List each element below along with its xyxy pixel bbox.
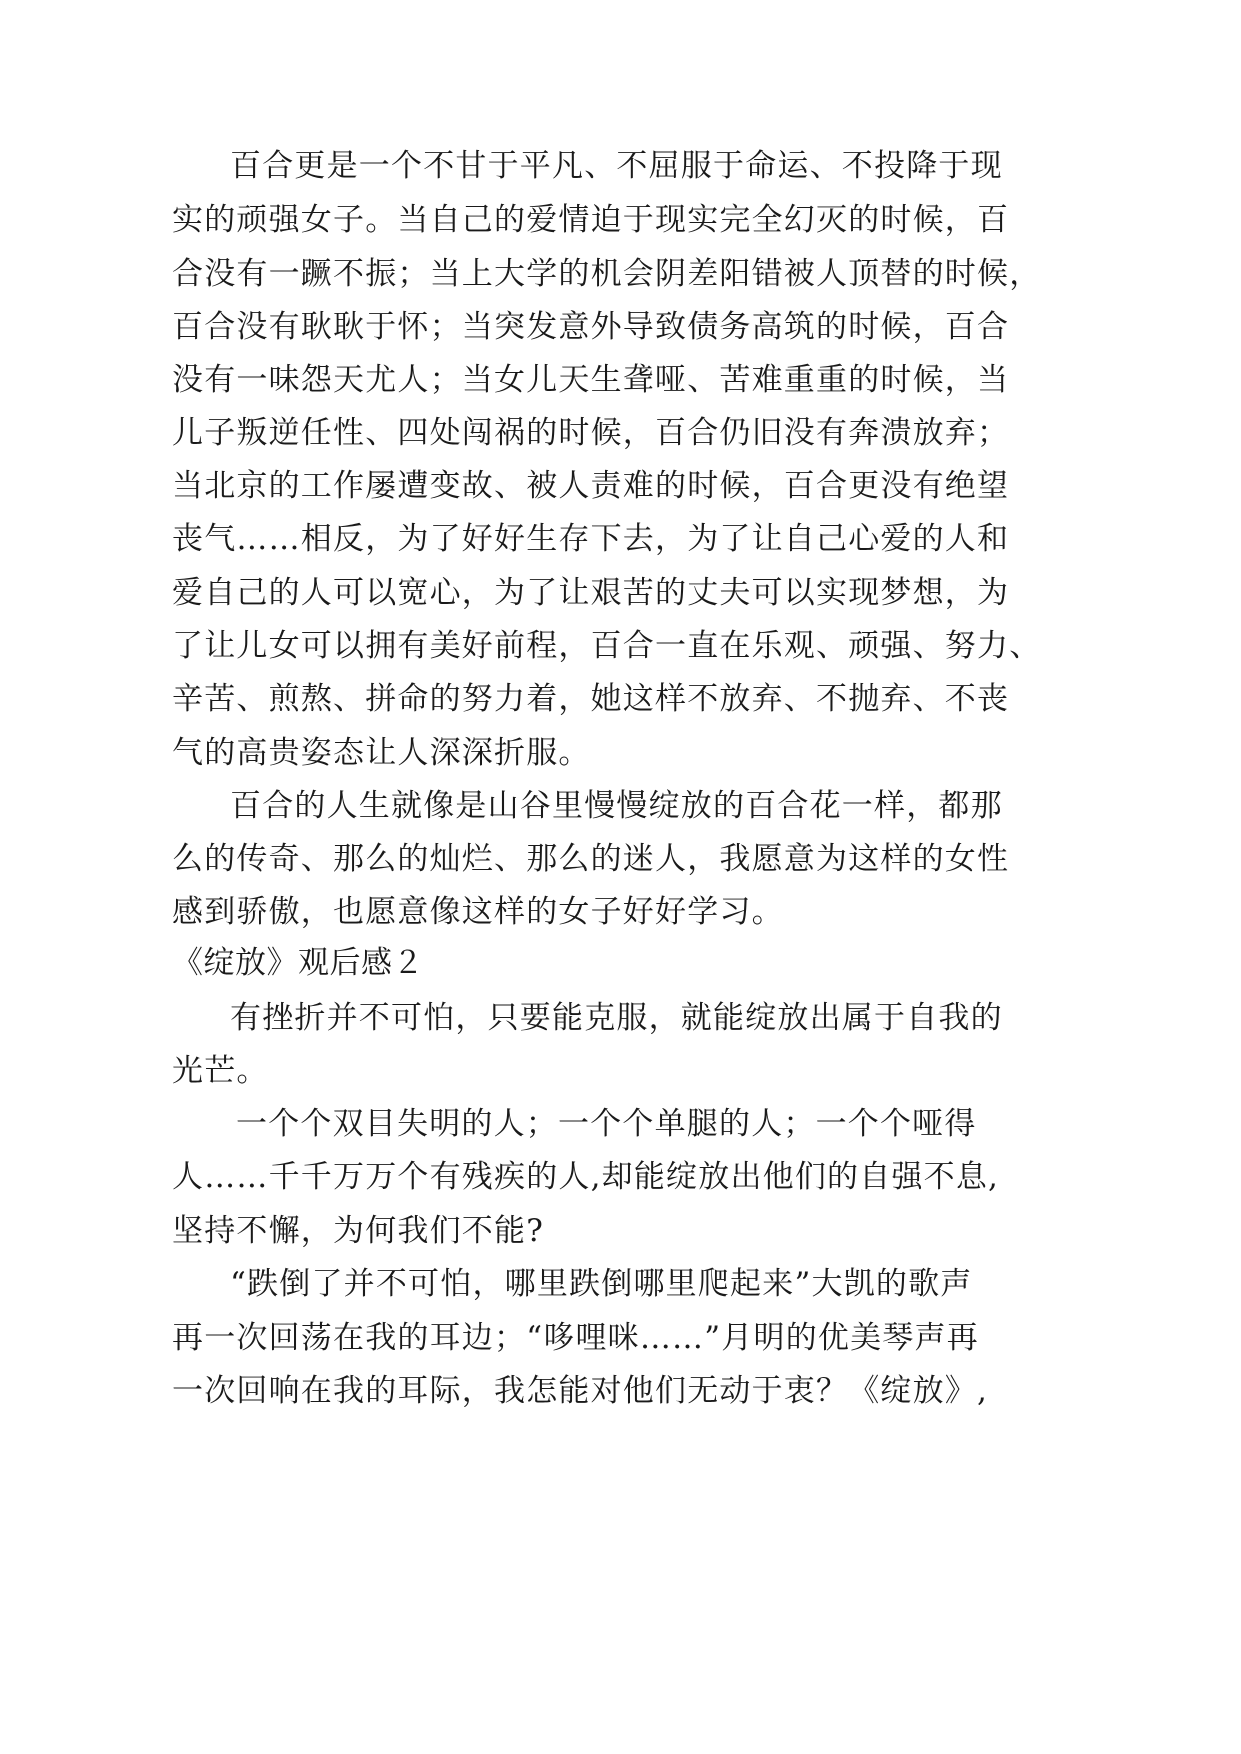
paragraph-2-line-3: 感到骄傲，也愿意像这样的女子好好学习。 bbox=[172, 894, 784, 930]
paragraph-5-line-3: 一次回响在我的耳际，我怎能对他们无动于衷？《绽放》, bbox=[172, 1373, 989, 1409]
paragraph-1-line-6: 儿子叛逆任性、四处闯祸的时候，百合仍旧没有奔溃放弃； bbox=[172, 415, 1010, 451]
paragraph-5-line-2: 再一次回荡在我的耳边；“哆哩咪……”月明的优美琴声再 bbox=[172, 1320, 979, 1356]
paragraph-3-line-1: 有挫折并不可怕，只要能克服，就能绽放出属于自我的 bbox=[230, 1000, 1003, 1036]
paragraph-2-line-1: 百合的人生就像是山谷里慢慢绽放的百合花一样，都那 bbox=[230, 788, 1003, 824]
paragraph-1-line-8: 丧气……相反，为了好好生存下去，为了让自己心爱的人和 bbox=[172, 521, 1010, 557]
paragraph-3-line-2: 光芒。 bbox=[172, 1053, 269, 1089]
paragraph-1-line-1: 百合更是一个不甘于平凡、不屈服于命运、不投降于现 bbox=[230, 148, 1003, 184]
paragraph-1-line-11: 辛苦、煎熬、拼命的努力着，她这样不放弃、不抛弃、不丧 bbox=[172, 681, 1010, 717]
paragraph-1-line-4: 百合没有耿耿于怀；当突发意外导致债务高筑的时候，百合 bbox=[172, 309, 1010, 345]
section-heading: 《绽放》观后感２ bbox=[172, 945, 424, 981]
paragraph-5-line-1: “跌倒了并不可怕，哪里跌倒哪里爬起来”大凯的歌声 bbox=[230, 1266, 973, 1302]
paragraph-1-line-9: 爱自己的人可以宽心，为了让艰苦的丈夫可以实现梦想，为 bbox=[172, 575, 1010, 611]
paragraph-1-line-12: 气的高贵姿态让人深深折服。 bbox=[172, 735, 591, 771]
paragraph-1-line-5: 没有一味怨天尤人；当女儿天生聋哑、苦难重重的时候，当 bbox=[172, 362, 1010, 398]
paragraph-1-line-3: 合没有一蹶不振；当上大学的机会阴差阳错被人顶替的时候， bbox=[172, 256, 1042, 292]
paragraph-4-line-1: 一个个双目失明的人；一个个单腿的人；一个个哑得 bbox=[236, 1106, 977, 1142]
paragraph-1-line-7: 当北京的工作屡遭变故、被人责难的时候，百合更没有绝望 bbox=[172, 468, 1010, 504]
paragraph-1-line-10: 了让儿女可以拥有美好前程，百合一直在乐观、顽强、努力、 bbox=[172, 628, 1042, 664]
paragraph-4-line-3: 坚持不懈，为何我们不能? bbox=[172, 1213, 545, 1249]
paragraph-4-line-2: 人……千千万万个有残疾的人,却能绽放出他们的自强不息, bbox=[172, 1159, 1000, 1195]
paragraph-1-line-2: 实的顽强女子。当自己的爱情迫于现实完全幻灭的时候，百 bbox=[172, 202, 1010, 238]
paragraph-2-line-2: 么的传奇、那么的灿烂、那么的迷人，我愿意为这样的女性 bbox=[172, 841, 1010, 877]
